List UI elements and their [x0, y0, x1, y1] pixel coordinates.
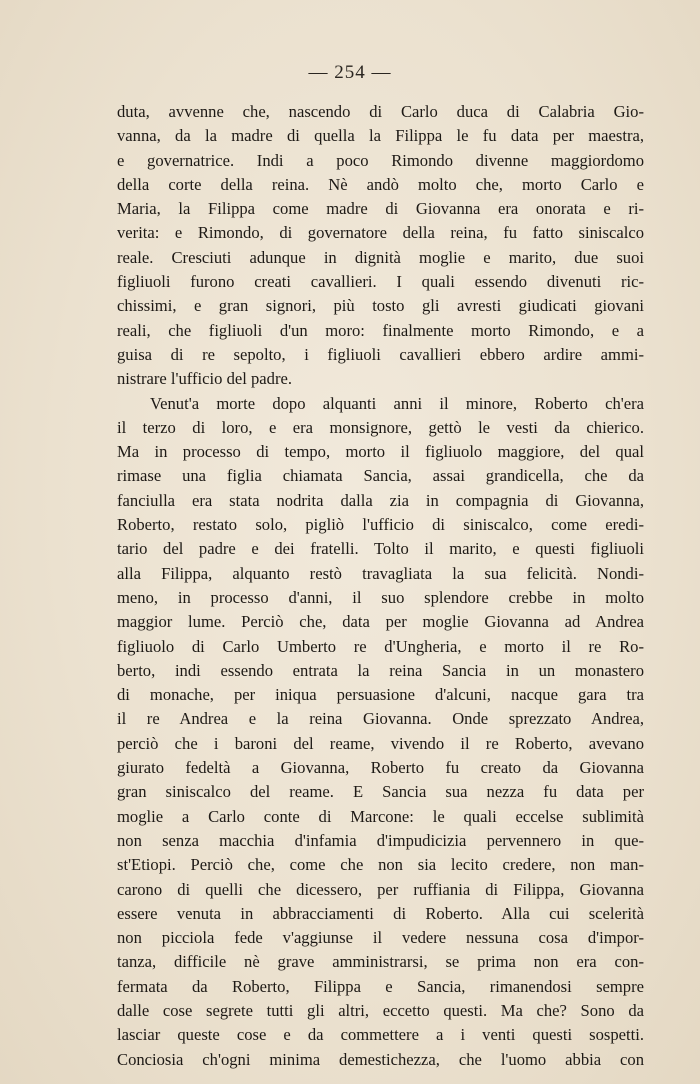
text-line: reali, che figliuoli d'un moro: finalmente morto Rimondo, e a [117, 320, 644, 340]
text-line: meno, in processo d'anni, il suo splendore crebbe in molto [117, 587, 644, 607]
text-line: non senza macchia d'infamia d'impudicizia pervennero in que- [117, 830, 644, 850]
text-line: giurato fedeltà a Giovanna, Roberto fu creato da Giovanna [117, 758, 644, 778]
text-line: Venut'a morte dopo alquanti anni il minore, Roberto ch'era [150, 393, 644, 413]
text-line: guisa di re sepolto, i figliuoli cavallieri ebbero ardire ammi- [117, 344, 644, 364]
text-line: il terzo di loro, e era monsignore, gettò le vesti da chierico. [117, 417, 644, 437]
text-line: duta, avvenne che, nascendo di Carlo duca di Calabria Gio- [117, 102, 644, 121]
text-line: di monache, per iniqua persuasione d'alcuni, nacque gara tra [117, 685, 644, 705]
page-number: — 254 — [308, 62, 392, 83]
paragraph-2 [117, 392, 644, 1072]
text-line: dalle cose segrete tutti gli altri, eccetto questi. Ma che? Sono da [117, 1000, 644, 1020]
text-line: nistrare l'ufficio del padre. [117, 369, 293, 389]
text-line: verita: e Rimondo, di governatore della reina, fu fatto siniscalco [117, 223, 644, 243]
text-line: Maria, la Filippa come madre di Giovanna era onorata e ri- [117, 199, 644, 219]
text-line: st'Etiopi. Perciò che, come che non sia lecito credere, non man- [117, 855, 644, 875]
text-line: moglie a Carlo conte di Marcone: le quali eccelse sublimità [117, 806, 644, 826]
text-line: perciò che i baroni del reame, vivendo il re Roberto, avevano [117, 733, 644, 753]
text-line: tanza, difficile nè grave amministrarsi, se prima non era con- [117, 952, 644, 972]
text-line: gran siniscalco del reame. E Sancia sua nezza fu data per [117, 782, 644, 802]
text-line: Roberto, restato solo, pigliò l'ufficio di siniscalco, come eredi- [117, 515, 644, 535]
body-text [117, 100, 644, 1072]
text-line: Conciosia ch'ogni minima demestichezza, che l'uomo abbia con [117, 1049, 644, 1069]
text-line: il re Andrea e la reina Giovanna. Onde sprezzato Andrea, [117, 709, 644, 729]
text-line: non picciola fede v'aggiunse il vedere nessuna cosa d'impor- [117, 928, 644, 948]
text-line: alla Filippa, alquanto restò travagliata la sua felicità. Nondi- [117, 563, 644, 583]
text-line: chissimi, e gran signori, più tosto gli avresti giudicati giovani [117, 296, 644, 316]
text-line: carono di quelli che dicessero, per ruffiania di Filippa, Giovanna [117, 879, 644, 899]
paragraph-1 [117, 100, 644, 392]
text-line: reale. Cresciuti adunque in dignità moglie e marito, due suoi [117, 247, 644, 267]
text-line: rimase una figlia chiamata Sancia, assai grandicella, che da [117, 466, 644, 486]
text-line: vanna, da la madre di quella la Filippa le fu data per maestra, [117, 126, 644, 146]
text-line: fermata da Roberto, Filippa e Sancia, rimanendosi sempre [117, 976, 644, 996]
text-line: figliuoli furono creati cavallieri. I quali essendo divenuti ric- [117, 272, 644, 292]
text-line: fanciulla era stata nodrita dalla zia in compagnia di Giovanna, [117, 490, 644, 510]
text-line: Ma in processo di tempo, morto il figliuolo maggiore, del qual [117, 442, 644, 462]
text-line: maggior lume. Perciò che, data per moglie Giovanna ad Andrea [117, 612, 644, 632]
text-line: tario del padre e dei fratelli. Tolto il marito, e questi figliuoli [117, 539, 644, 559]
text-line: della corte della reina. Nè andò molto che, morto Carlo e [117, 174, 644, 194]
text-line: figliuolo di Carlo Umberto re d'Ungheria, e morto il re Ro- [117, 636, 644, 656]
text-line: berto, indi essendo entrata la reina Sancia in un monastero [117, 660, 644, 680]
text-line: essere venuta in abbracciamenti di Roberto. Alla cui scelerità [117, 903, 644, 923]
text-line: lasciar queste cose e da commettere a i venti questi sospetti. [117, 1025, 644, 1045]
text-line: e governatrice. Indi a poco Rimondo divenne maggiordomo [117, 150, 644, 170]
